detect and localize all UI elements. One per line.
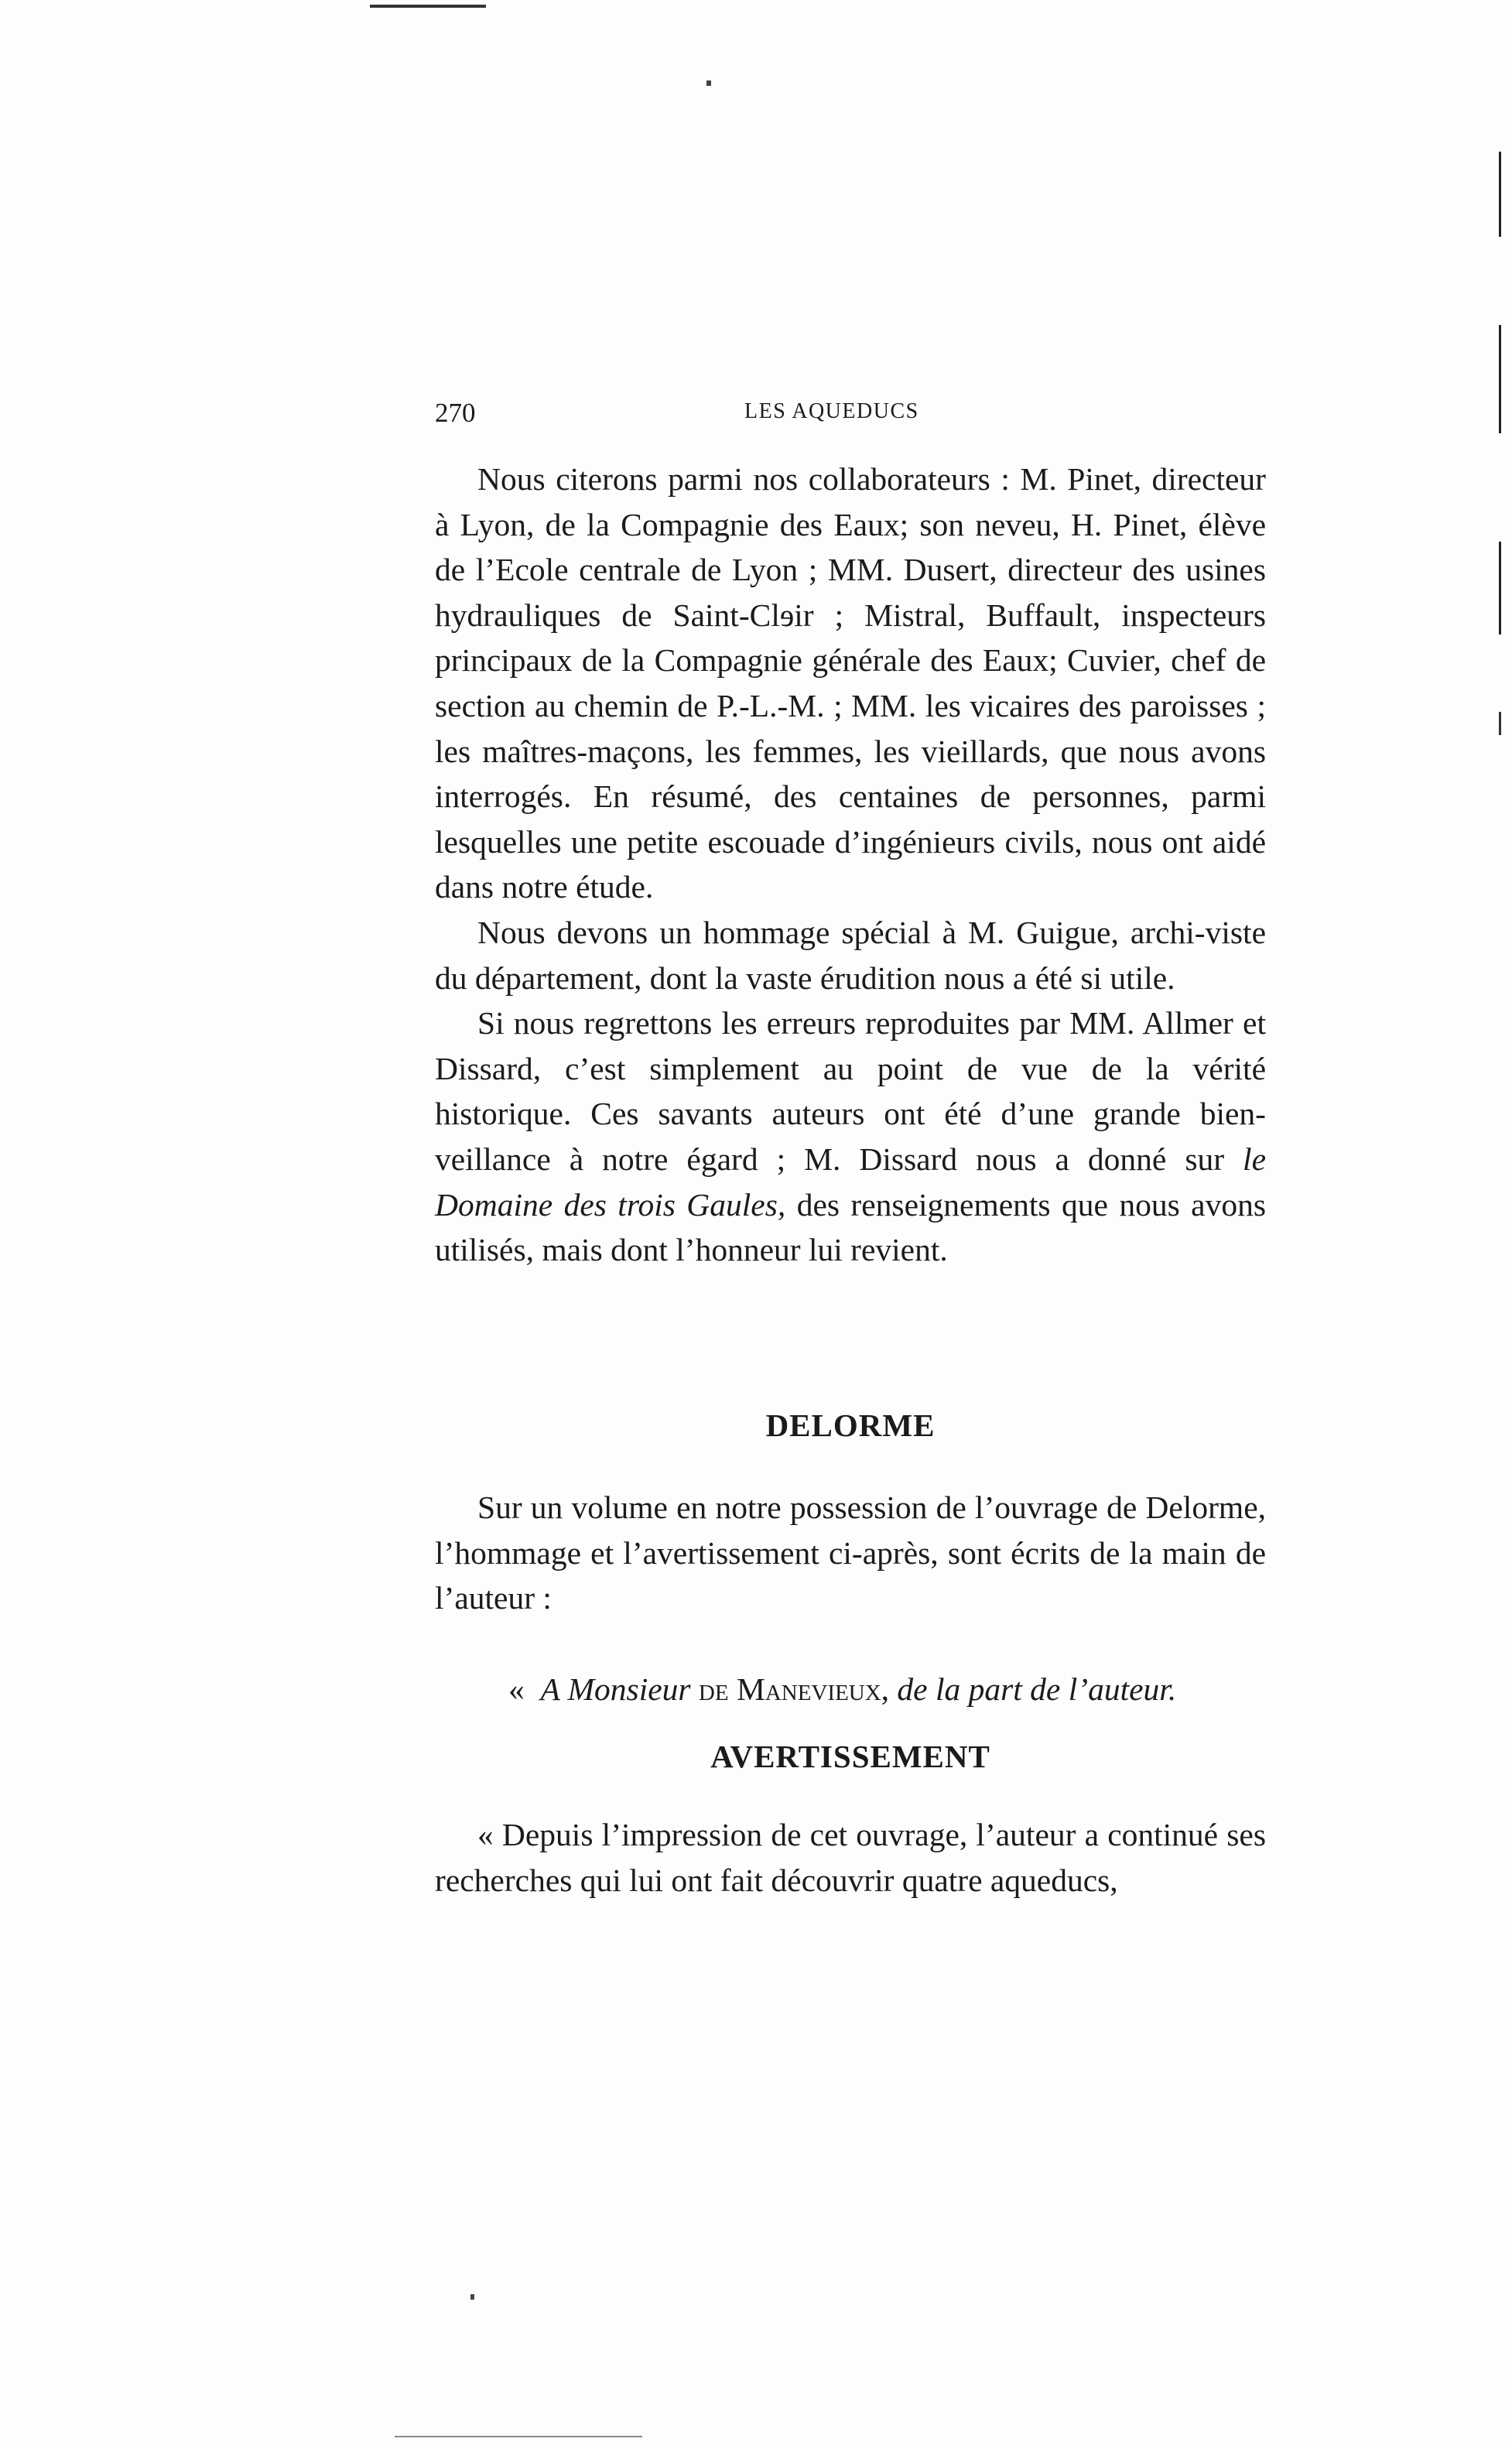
scan-dot-bottom [470, 2294, 474, 2300]
dedication-line [435, 1667, 1266, 1712]
scan-edge-line-4 [1499, 712, 1501, 735]
book-title-domaine: le Domaine des trois Gaules, [435, 1141, 1266, 1223]
paragraph-collaborators: Nous citerons parmi nos collaborateurs : M. Pinet, directeur à Lyon, de la Compagnie des Eaux; son neveu, H. Pinet, élève de l’Ecole centrale de Lyon ; MM. Dusert, directeur des usines hydrauliques de Saint-Clɘir ; Mistral, Buffault, inspecteurs principaux de la Compagnie générale des Eaux; Cuvier, chef de section au chemin de P.-L.-M. ; MM. les vicaires des paroisses ; les maîtres-maçons, les femmes, les vieillards, que nous avons interrogés. En résumé, des centaines de personnes, parmi lesquelles une petite escouade d’ingénieurs civils, nous ont aidé dans notre étude. [435, 461, 1266, 905]
heading-delorme: DELORME [765, 1407, 936, 1443]
body-text-delorme [435, 1485, 1266, 1621]
paragraph-depuis: « Depuis l’impression de cet ouvrage, l’auteur a continué ses recherches qui lui ont fait découvrir quatre aqueducs, [435, 1817, 1266, 1898]
paragraph-guigue: Nous devons un hommage spécial à M. Guigue, archi-viste du département, dont la vaste érudition nous a été si utile. [435, 914, 1266, 996]
paragraph-allmer-dissard-start: Si nous regrettons les erreurs reproduites par MM. Allmer et Dissard, c’est simplement au point de vue de la vérité historique. Ces savants auteurs ont été d’une grande bien-veillance à notre égard ; M. Dissard nous a donné sur [435, 1005, 1266, 1177]
scan-edge-line-3 [1499, 542, 1501, 634]
paragraph-volume: Sur un volume en notre possession de l’ouvrage de Delorme, l’hommage et l’avertissement ci-après, sont écrits de la main de l’auteur : [435, 1489, 1266, 1616]
dedication-de: de [698, 1671, 729, 1707]
running-title: LES AQUEDUCS [744, 399, 919, 423]
body-text [435, 457, 1266, 1273]
heading-avertissement-block [435, 1738, 1266, 1775]
heading-avertissement: AVERTISSEMENT [710, 1739, 990, 1774]
dedication-name: Manevieux, [736, 1671, 890, 1707]
dedication-open-quote: « [508, 1671, 525, 1707]
page-number: 270 [435, 398, 476, 428]
dedication-a-monsieur: A Monsieur [540, 1671, 691, 1707]
scan-mark-top [370, 5, 486, 8]
running-head [435, 398, 1266, 436]
body-text-avertissement [435, 1812, 1266, 1903]
dedication-de-la-part: de la part de l’auteur. [897, 1671, 1177, 1707]
paragraph-allmer-dissard [435, 1000, 1266, 1273]
paragraph-allmer-dissard-end: des renseignements que nous avons utilisés, mais dont l’honneur lui revient. [435, 1186, 1266, 1268]
scan-edge-line-1 [1499, 152, 1501, 237]
scan-edge-line-2 [1499, 325, 1501, 433]
scan-dot-top [706, 80, 711, 86]
heading-delorme-block [435, 1407, 1266, 1444]
dedication-block [435, 1667, 1266, 1712]
scan-mark-bottom [395, 2436, 642, 2437]
